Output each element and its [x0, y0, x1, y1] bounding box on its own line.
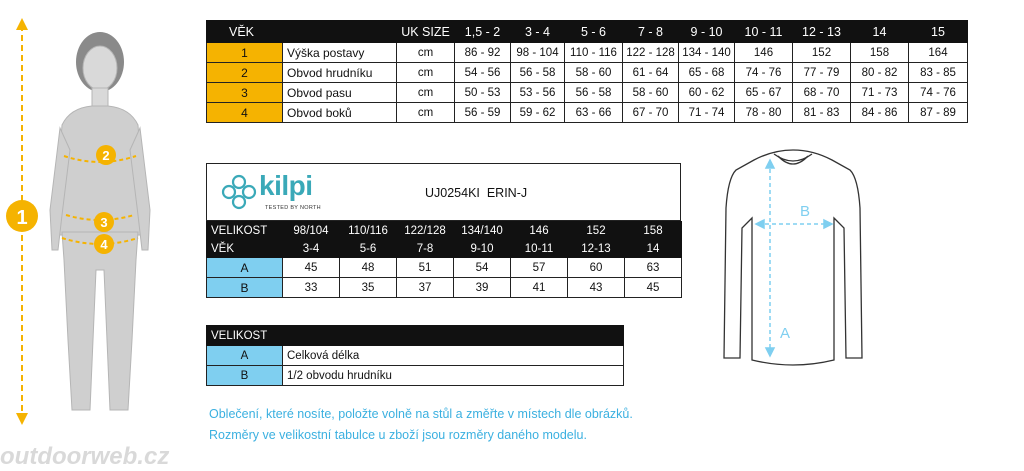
kilpi-logo-icon — [219, 172, 259, 212]
table-cell: 146 — [735, 43, 793, 63]
row-label: Obvod hrudníku — [283, 63, 397, 83]
table-cell: 56 - 59 — [455, 103, 511, 123]
row-index: 4 — [207, 103, 283, 123]
size-label: VELIKOST — [207, 222, 283, 240]
header-age: 15 — [909, 21, 968, 43]
legend-key: B — [207, 366, 283, 386]
table-cell: 60 - 62 — [679, 83, 735, 103]
table-cell: 45 — [625, 278, 682, 298]
table-cell: 98 - 104 — [511, 43, 565, 63]
table-row — [207, 346, 624, 366]
row-unit: cm — [397, 83, 455, 103]
size-cell: 110/116 — [340, 222, 397, 240]
legend-table — [206, 325, 624, 386]
row-unit: cm — [397, 43, 455, 63]
age-cell: 7-8 — [397, 240, 454, 258]
header-age: 9 - 10 — [679, 21, 735, 43]
row-unit: cm — [397, 63, 455, 83]
note-line-1: Oblečení, které nosíte, položte volně na stůl a změřte v místech dle obrázků. — [209, 407, 633, 421]
product-code: UJ0254KI ERIN-J — [425, 186, 528, 200]
table-cell: 158 — [851, 43, 909, 63]
table-cell: 54 — [454, 258, 511, 278]
size-cell: 134/140 — [454, 222, 511, 240]
table-cell: 67 - 70 — [623, 103, 679, 123]
table-cell: 58 - 60 — [565, 63, 623, 83]
svg-text:3: 3 — [100, 215, 108, 230]
header-age: 5 - 6 — [565, 21, 623, 43]
table-cell: 81 - 83 — [793, 103, 851, 123]
table-row — [207, 278, 682, 298]
row-label: B — [207, 278, 283, 298]
label-b: B — [800, 203, 811, 220]
row-index: 1 — [207, 43, 283, 63]
product-header — [206, 163, 681, 221]
header-age: 12 - 13 — [793, 21, 851, 43]
table-cell: 50 - 53 — [455, 83, 511, 103]
legend-key: A — [207, 346, 283, 366]
table-cell: 86 - 92 — [455, 43, 511, 63]
table-row — [207, 83, 968, 103]
table-cell: 39 — [454, 278, 511, 298]
marker-4 — [94, 234, 114, 254]
size-cell: 122/128 — [397, 222, 454, 240]
row-label: Obvod pasu — [283, 83, 397, 103]
size-cell: 98/104 — [283, 222, 340, 240]
table-cell: 45 — [283, 258, 340, 278]
table-cell: 56 - 58 — [511, 63, 565, 83]
row-label: Obvod boků — [283, 103, 397, 123]
age-cell: 9-10 — [454, 240, 511, 258]
table-row — [207, 43, 968, 63]
marker-2 — [96, 145, 116, 165]
header-age: 1,5 - 2 — [455, 21, 511, 43]
row-index: 2 — [207, 63, 283, 83]
table-cell: 68 - 70 — [793, 83, 851, 103]
table-row — [207, 366, 624, 386]
age-cell: 5-6 — [340, 240, 397, 258]
legend-header: VELIKOST — [207, 326, 624, 346]
row-index: 3 — [207, 83, 283, 103]
age-cell: 10-11 — [511, 240, 568, 258]
body-size-table — [206, 20, 968, 123]
brand-tagline: TESTED BY NORTH — [265, 205, 321, 211]
table-cell: 71 - 74 — [679, 103, 735, 123]
table-cell: 41 — [511, 278, 568, 298]
age-cell: 12-13 — [568, 240, 625, 258]
watermark: outdoorweb.cz — [0, 443, 170, 470]
table-cell: 65 - 68 — [679, 63, 735, 83]
table-cell: 51 — [397, 258, 454, 278]
svg-text:4: 4 — [100, 237, 108, 252]
product-size-table — [206, 221, 682, 298]
brand-name: kilpi — [259, 170, 313, 201]
table-row — [207, 103, 968, 123]
marker-1 — [6, 200, 38, 232]
svg-text:2: 2 — [102, 148, 110, 163]
header-age: 14 — [851, 21, 909, 43]
label-a: A — [780, 325, 791, 342]
table-cell: 33 — [283, 278, 340, 298]
header-age: 7 - 8 — [623, 21, 679, 43]
shirt-measurement-diagram — [718, 148, 868, 370]
legend-text: Celková délka — [283, 346, 624, 366]
legend-header-row — [207, 326, 624, 346]
body-measurement-figure — [0, 10, 200, 430]
table-cell: 37 — [397, 278, 454, 298]
table-cell: 59 - 62 — [511, 103, 565, 123]
table-cell: 48 — [340, 258, 397, 278]
note-line-2: Rozměry ve velikostní tabulce u zboží jsou rozměry daného modelu. — [209, 428, 587, 442]
header-age: 10 - 11 — [735, 21, 793, 43]
legend-text: 1/2 obvodu hrudníku — [283, 366, 624, 386]
age-cell: 14 — [625, 240, 682, 258]
table-cell: 78 - 80 — [735, 103, 793, 123]
row-unit: cm — [397, 103, 455, 123]
age-row — [207, 240, 682, 258]
table-cell: 63 — [625, 258, 682, 278]
table-cell: 63 - 66 — [565, 103, 623, 123]
size-row — [207, 222, 682, 240]
table-cell: 74 - 76 — [735, 63, 793, 83]
header-uk-size: UK SIZE — [397, 21, 455, 43]
age-cell: 3-4 — [283, 240, 340, 258]
age-label: VĚK — [207, 240, 283, 258]
svg-text:1: 1 — [16, 207, 28, 229]
table-cell: 57 — [511, 258, 568, 278]
table-cell: 152 — [793, 43, 851, 63]
table-cell: 134 - 140 — [679, 43, 735, 63]
table-cell: 84 - 86 — [851, 103, 909, 123]
size-cell: 146 — [511, 222, 568, 240]
table-cell: 87 - 89 — [909, 103, 968, 123]
table-cell: 56 - 58 — [565, 83, 623, 103]
table-cell: 110 - 116 — [565, 43, 623, 63]
header-age-label: VĚK — [207, 21, 283, 43]
table-cell: 74 - 76 — [909, 83, 968, 103]
size-table-header — [207, 21, 968, 43]
table-cell: 43 — [568, 278, 625, 298]
table-cell: 164 — [909, 43, 968, 63]
table-cell: 80 - 82 — [851, 63, 909, 83]
marker-3 — [94, 212, 114, 232]
table-cell: 77 - 79 — [793, 63, 851, 83]
header-age: 3 - 4 — [511, 21, 565, 43]
size-cell: 158 — [625, 222, 682, 240]
size-cell: 152 — [568, 222, 625, 240]
row-label: A — [207, 258, 283, 278]
table-cell: 35 — [340, 278, 397, 298]
table-row — [207, 258, 682, 278]
table-cell: 54 - 56 — [455, 63, 511, 83]
table-cell: 83 - 85 — [909, 63, 968, 83]
table-cell: 61 - 64 — [623, 63, 679, 83]
table-cell: 60 — [568, 258, 625, 278]
table-cell: 65 - 67 — [735, 83, 793, 103]
row-label: Výška postavy — [283, 43, 397, 63]
table-row — [207, 63, 968, 83]
table-cell: 122 - 128 — [623, 43, 679, 63]
table-cell: 58 - 60 — [623, 83, 679, 103]
table-cell: 71 - 73 — [851, 83, 909, 103]
table-cell: 53 - 56 — [511, 83, 565, 103]
